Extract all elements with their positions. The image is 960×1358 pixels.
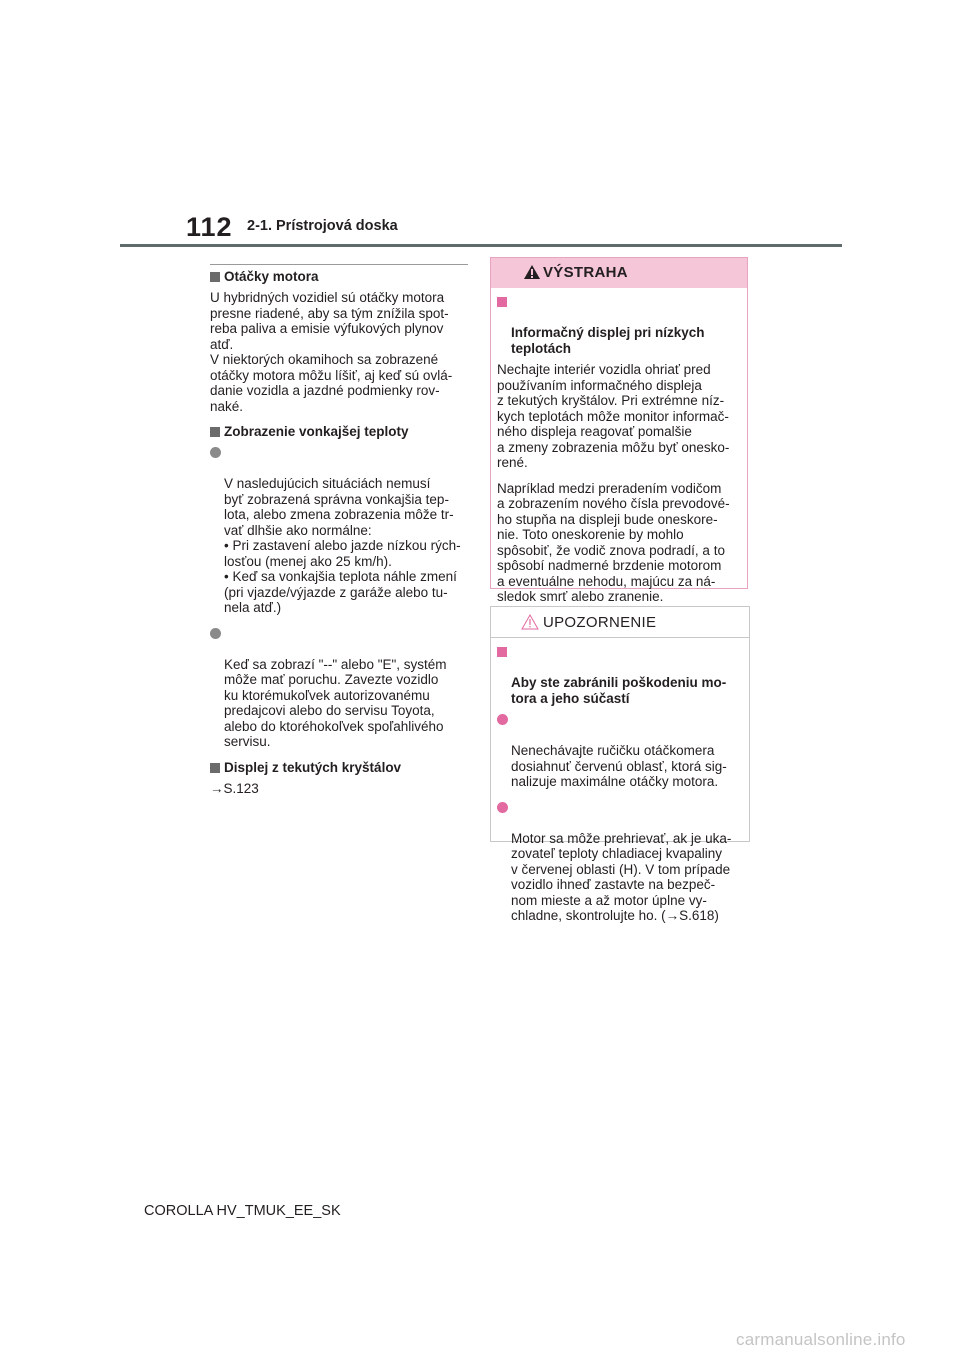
notice-box — [490, 606, 750, 923]
rpm-heading — [210, 269, 468, 285]
warning-title: VÝSTRAHA — [543, 264, 628, 281]
notice-bullet-1-text: Nenechávajte ručičku otáčkomera dosiahnuť červenú oblasť, ktorá sig- nalizuje maximálne otáčky motora. — [511, 743, 727, 789]
lcd-heading — [210, 760, 468, 776]
temp-heading — [210, 424, 468, 440]
circle-bullet-icon — [210, 628, 221, 639]
temp-heading-text: Zobrazenie vonkajšej teploty — [224, 424, 409, 439]
square-bullet-icon — [497, 647, 507, 657]
warning-paragraph-1: Nechajte interiér vozidla ohriať pred používaním informačného displeja z tekutých kryštálov. Pri extrémne níz- kych teplotách môže monitor informač- ného displeja reagovať pomalšie a zmeny zobrazenia môžu byť onesko- rené. — [497, 362, 730, 470]
rpm-heading-text: Otáčky motora — [224, 269, 319, 284]
notice-bullet-2 — [497, 800, 744, 924]
square-bullet-icon — [497, 297, 507, 307]
page-number: 112 — [186, 212, 233, 242]
warning-triangle-icon — [523, 264, 541, 280]
circle-bullet-icon — [210, 447, 221, 458]
warning-box — [490, 257, 748, 604]
notice-bullet-2-text: Motor sa môže prehrievať, ak je uka- zovateľ teploty chladiacej kvapaliny v červenej oblasti (H). V tom prípade vozidlo ihneď zastavte na bezpeč- nom mieste a až motor úplne vy- chladne, skontrolujte ho. (→S.618) — [511, 830, 732, 923]
notice-title: UPOZORNENIE — [543, 614, 657, 631]
section-title: 2-1. Prístrojová doska — [247, 218, 398, 234]
left-column-rule — [210, 264, 468, 265]
circle-bullet-icon — [497, 802, 508, 813]
caution-triangle-icon — [521, 614, 539, 630]
temp-bullet-1-text: V nasledujúcich situáciách nemusí byť zobrazená správna vonkajšia tep- lota, alebo zmena zobrazenia môže tr- vať dlhšie ako normálne: • Pri zastavení alebo jazde nízkou rých- losťou (menej ako 25 km/h). • Keď sa vonkajšia teplota náhle zmení (pri vjazde/výjazde z garáže alebo tu- nela atď.) — [224, 476, 461, 615]
notice-header — [491, 607, 749, 638]
warning-heading — [497, 294, 742, 356]
left-column — [210, 264, 468, 797]
lcd-heading-text: Displej z tekutých kryštálov — [224, 759, 402, 775]
square-bullet-icon — [210, 427, 220, 437]
temp-bullet-2 — [210, 626, 468, 750]
lcd-page-reference[interactable]: →S.123 — [210, 780, 259, 796]
watermark: carmanualsonline.info — [736, 1330, 906, 1349]
notice-heading-text: Aby ste zabránili poškodeniu mo- tora a jeho súčastí — [511, 675, 727, 706]
square-bullet-icon — [210, 272, 220, 282]
rpm-text: U hybridných vozidiel sú otáčky motora presne riadené, aby sa tým znížila spot- reba paliva a emisie výfukových plynov atď. V niektorých okamihoch sa zobrazené otáčky motora môžu líšiť, aj keď sú ovlá- danie vozidla a jazdné podmienky rov- naké. — [210, 290, 453, 414]
header-rule — [120, 244, 842, 247]
notice-heading — [497, 644, 744, 706]
circle-bullet-icon — [497, 714, 508, 725]
temp-bullet-1 — [210, 445, 468, 616]
footer-model: COROLLA HV_TMUK_EE_SK — [144, 1203, 341, 1219]
square-bullet-icon — [210, 763, 220, 773]
warning-heading-text: Informačný displej pri nízkych teplotách — [511, 325, 705, 356]
notice-bullet-1 — [497, 712, 744, 790]
temp-bullet-2-text: Keď sa zobrazí "--" alebo "E", systém môže mať poruchu. Zavezte vozidlo ku ktorémukoľvek autorizovanému predajcovi alebo do servisu Toyota, alebo do ktoréhokoľvek spoľahlivého servisu. — [224, 656, 447, 749]
warning-paragraph-2: Napríklad medzi preradením vodičom a zobrazením nového čísla prevodové- ho stupňa na displeji bude oneskore- nie. Toto oneskorenie by mohlo spôsobiť, že vodič znova podradí, a to spôsobí nadmerné brzdenie motorom a eventuálne nehodu, majúcu za ná- sledok smrť alebo zranenie. — [497, 480, 730, 604]
warning-header — [491, 258, 747, 288]
